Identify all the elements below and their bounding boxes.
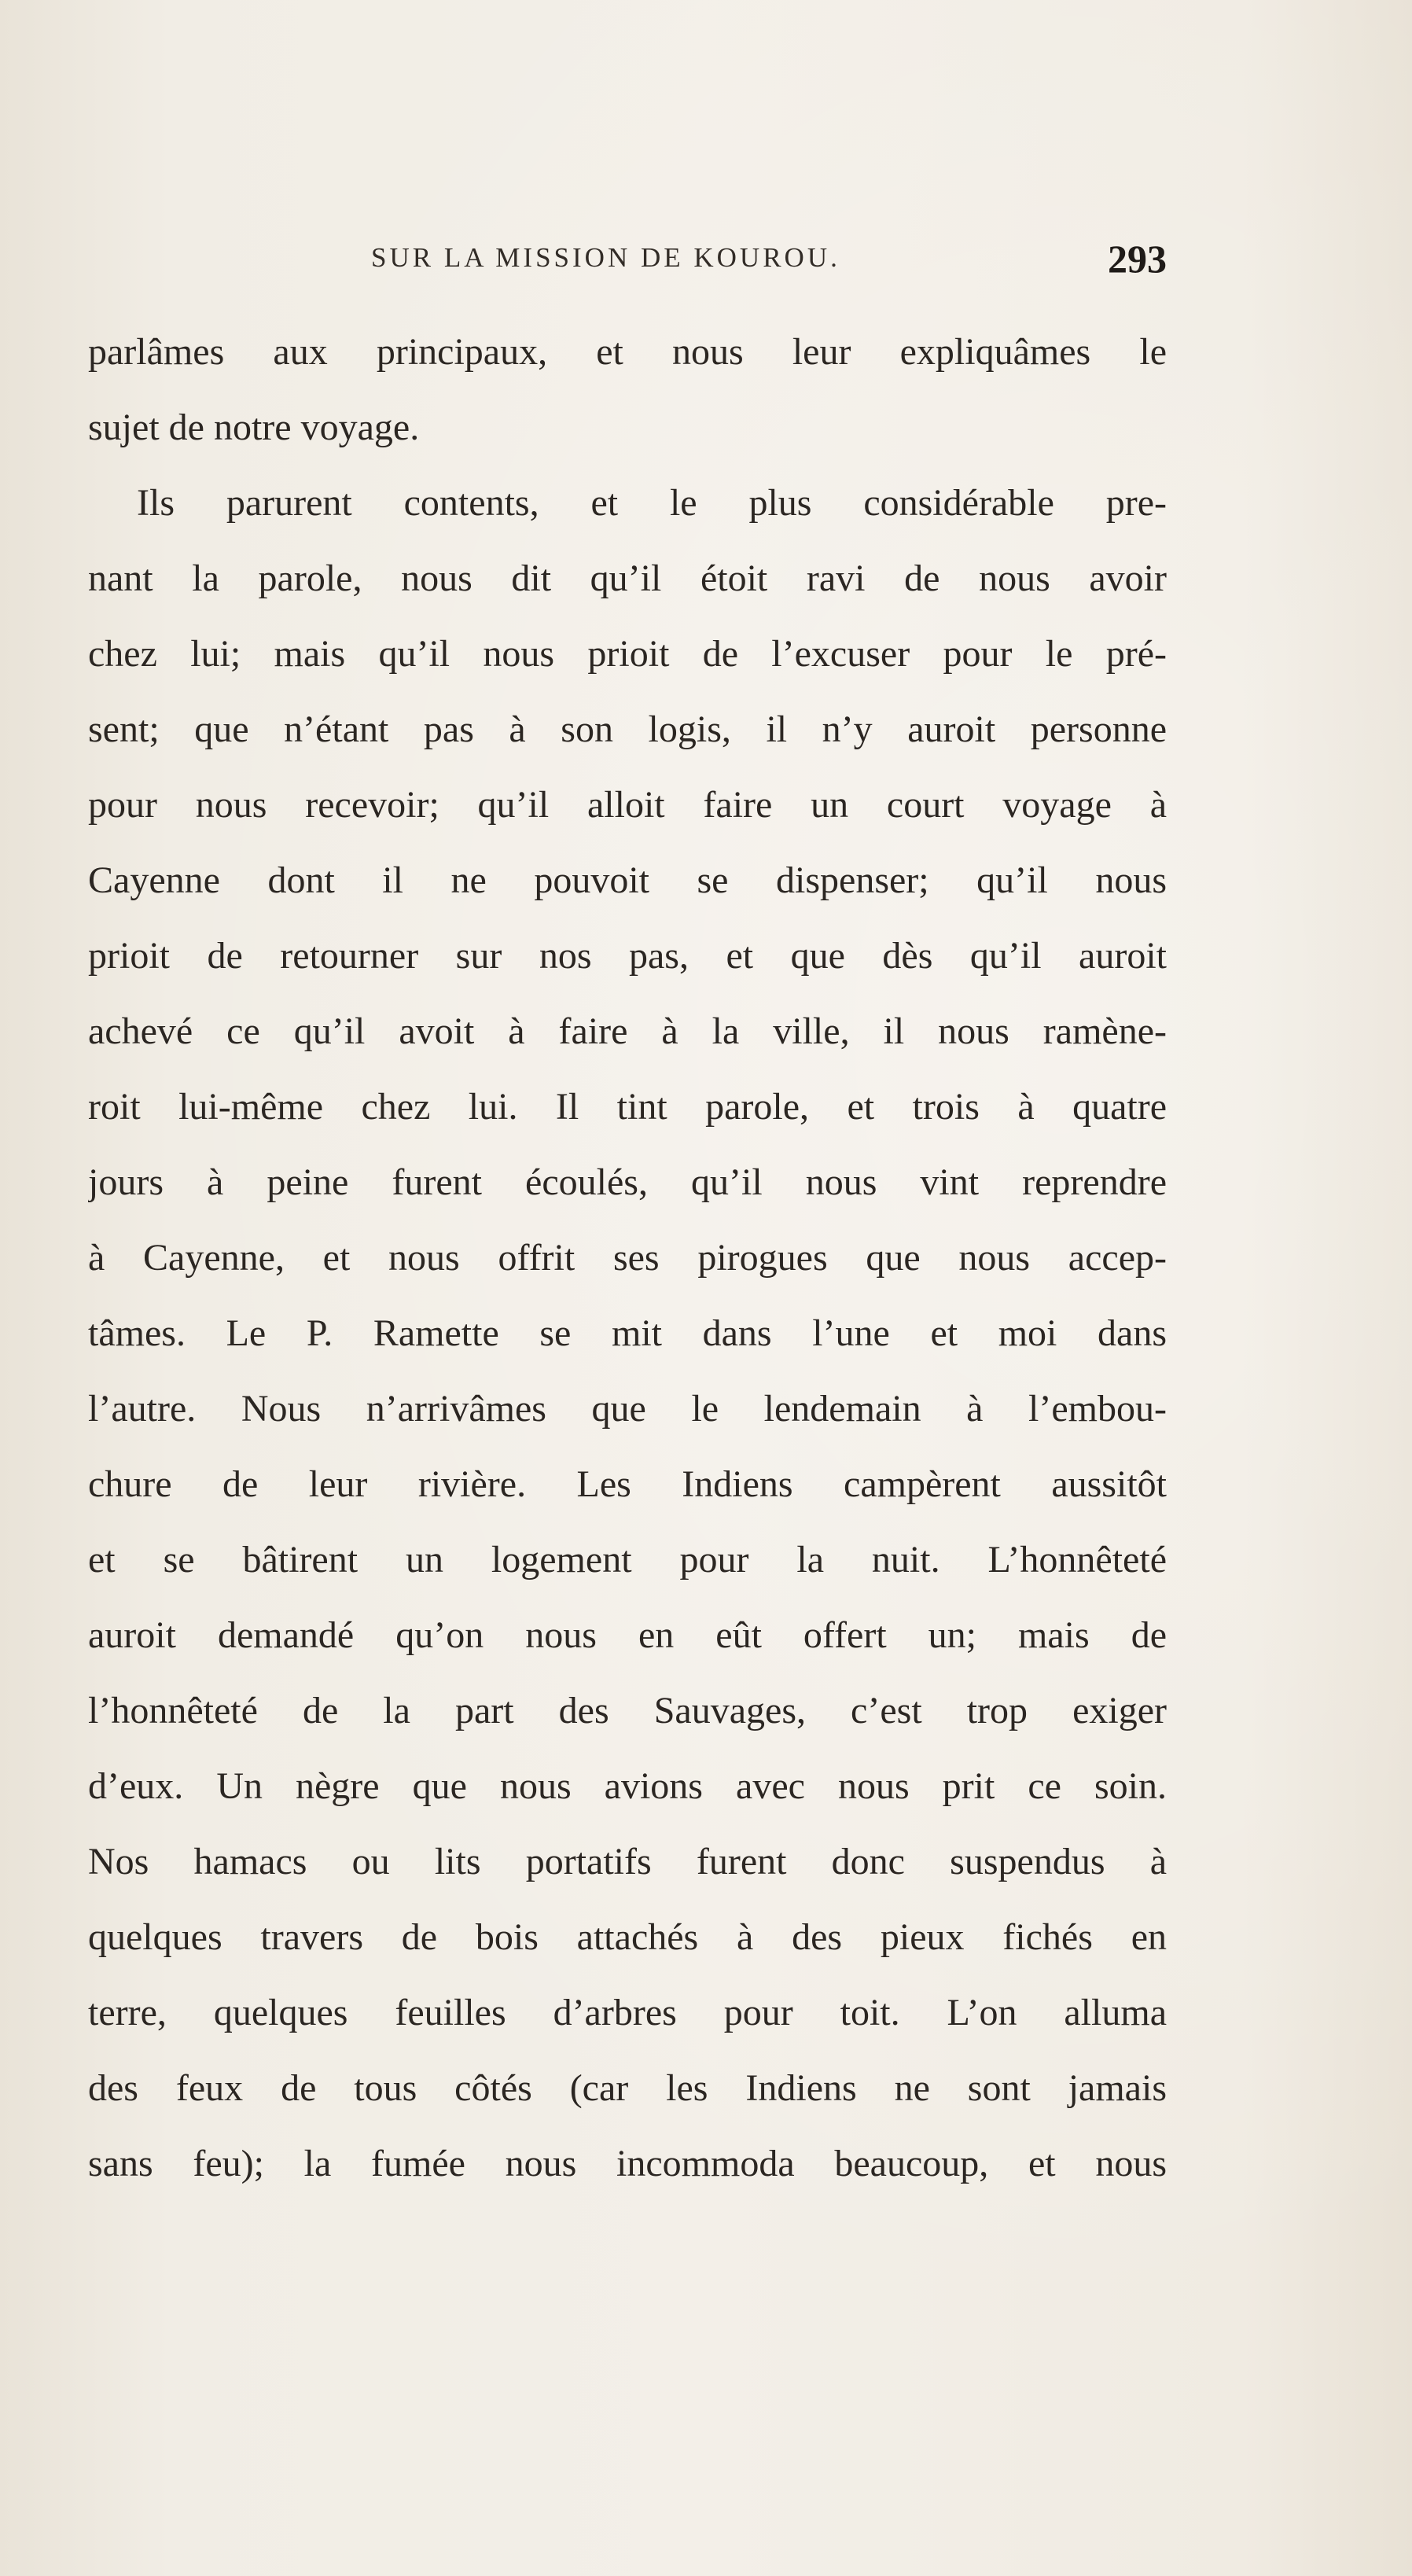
text-line: l’autre. Nous n’arrivâmes que le lendemain à l’embou-	[88, 1388, 1167, 1430]
body-text	[88, 315, 1167, 2202]
text-line: quelques travers de bois attachés à des pieux fichés en	[88, 1916, 1167, 1958]
text-line: terre, quelques feuilles d’arbres pour toit. L’on alluma	[88, 1992, 1167, 2033]
text-line: sans feu); la fumée nous incommoda beaucoup, et nous	[88, 2143, 1167, 2184]
text-line: parlâmes aux principaux, et nous leur expliquâmes le	[88, 331, 1167, 373]
page-header	[88, 236, 1167, 283]
text-line: d’eux. Un nègre que nous avions avec nous prit ce soin.	[88, 1765, 1167, 1807]
text-line: achevé ce qu’il avoit à faire à la ville, il nous ramène-	[88, 1010, 1167, 1052]
text-line: auroit demandé qu’on nous en eût offert un; mais de	[88, 1614, 1167, 1656]
text-line: nant la parole, nous dit qu’il étoit ravi de nous avoir	[88, 558, 1167, 599]
text-line: roit lui-même chez lui. Il tint parole, et trois à quatre	[88, 1086, 1167, 1128]
text-line: chez lui; mais qu’il nous prioit de l’excuser pour le pré-	[88, 633, 1167, 675]
text-line: pour nous recevoir; qu’il alloit faire un court voyage à	[88, 784, 1167, 826]
text-line: Ils parurent contents, et le plus considérable pre-	[137, 482, 1167, 524]
text-line: des feux de tous côtés (car les Indiens ne sont jamais	[88, 2067, 1167, 2109]
text-line: Nos hamacs ou lits portatifs furent donc suspendus à	[88, 1841, 1167, 1882]
page-number: 293	[1108, 237, 1167, 281]
text-line: jours à peine furent écoulés, qu’il nous vint reprendre	[88, 1161, 1167, 1203]
text-line: et se bâtirent un logement pour la nuit. L’honnêteté	[88, 1539, 1167, 1581]
text-line: sujet de notre voyage.	[88, 407, 420, 448]
text-line: l’honnêteté de la part des Sauvages, c’est trop exiger	[88, 1690, 1167, 1731]
text-line: à Cayenne, et nous offrit ses pirogues que nous accep-	[88, 1237, 1167, 1279]
text-line: Cayenne dont il ne pouvoit se dispenser; qu’il nous	[88, 859, 1167, 901]
running-title: SUR LA MISSION DE KOUROU.	[371, 242, 840, 273]
text-line: sent; que n’étant pas à son logis, il n’y auroit personne	[88, 708, 1167, 750]
text-line: chure de leur rivière. Les Indiens campèrent aussitôt	[88, 1463, 1167, 1505]
text-line: prioit de retourner sur nos pas, et que dès qu’il auroit	[88, 935, 1167, 977]
text-line: tâmes. Le P. Ramette se mit dans l’une et moi dans	[88, 1312, 1167, 1354]
